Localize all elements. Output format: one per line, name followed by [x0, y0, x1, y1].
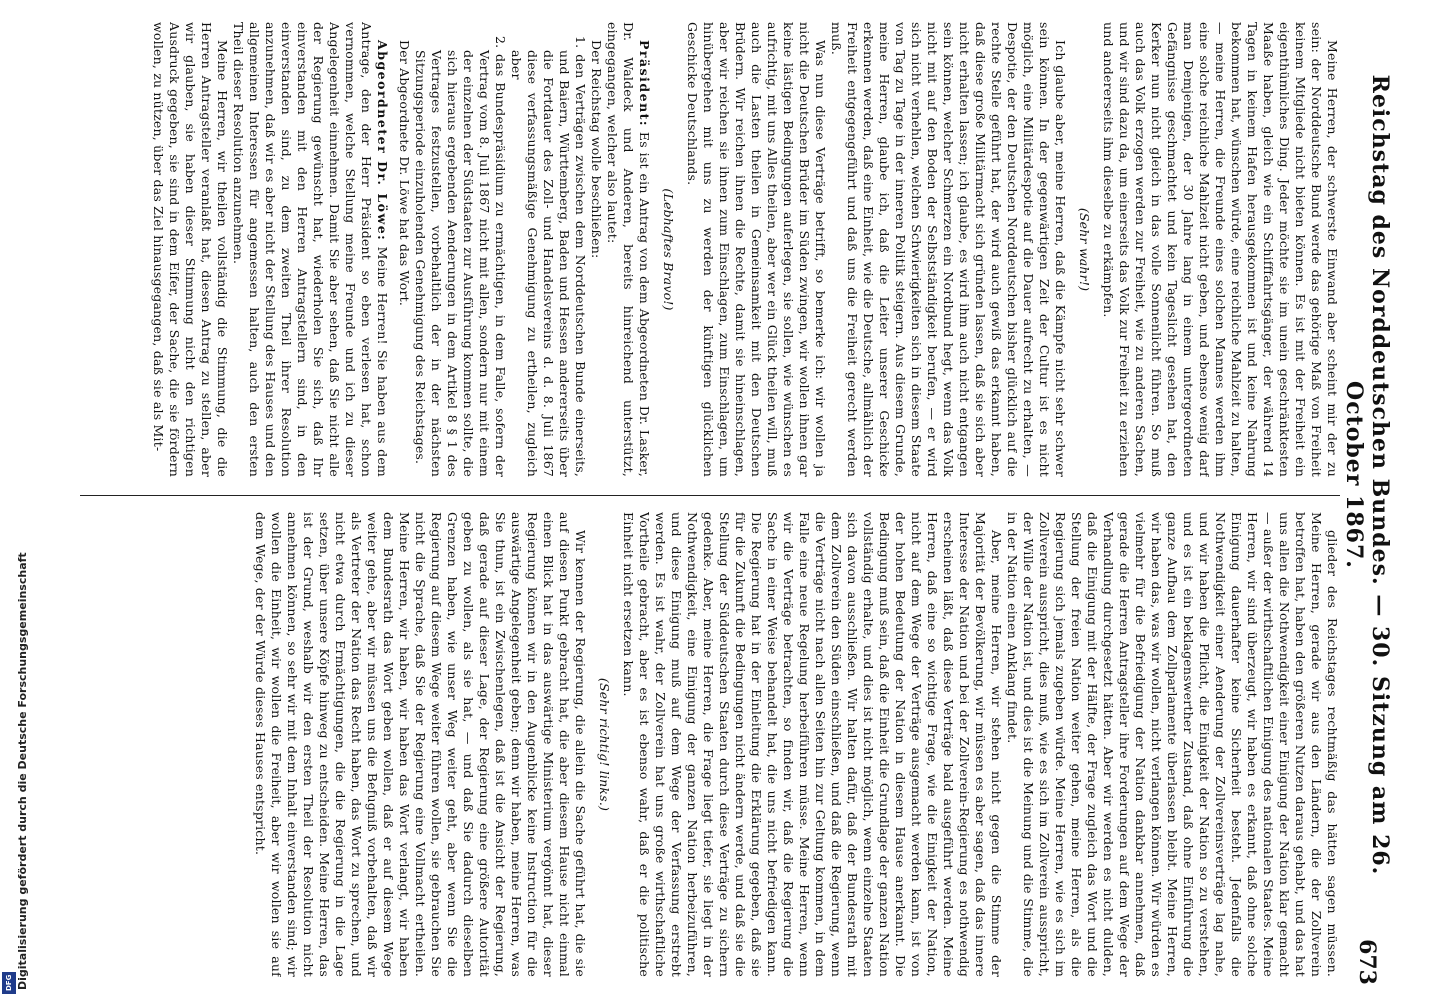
speaker-name: Präsident:: [637, 40, 652, 128]
paragraph: Der Abgeordnete Dr. Löwe hat das Wort.: [397, 40, 412, 307]
credit-text: Digitalisierung gefördert durch die Deutsche Forschungsgemeinschaft: [16, 552, 29, 990]
right-column: [80, 512, 1340, 977]
speaker-name: Abgeordneter Dr. Löwe:: [375, 40, 390, 242]
paragraph: Aber, meine Herren, wir stehen nicht gegen die Stimme der Majorität der Bevölkerung, wir müssen es aber sagen, daß das innere Interesse der Nation und bei der Zollverein-Regierung es nothwendig erscheinen läßt, daß diese Verträge bald ausgeführt werden. Meine Herren, daß eine so wichtige Frage, wie die Einigkeit der Nation, nicht auf dem Wege der Verträge ausgemacht werden kann, ist von der hohen Bedeutung der Nation in diesem Hause anerkannt. Die Bedingung muß sein, daß die Einheit die Grundlage der ganzen Nation vollständig erhalte, und dies ist nicht möglich, wenn einzelne Staaten sich davon ausschließen. Wir halten dafür, daß der Bundesrath mit dem Zollverein den Süden einschließen, und daß die Regierung, wenn die Verträge nicht nach allen Seiten hin zur Geltung kommen, in dem Falle eine neue Regelung herbeiführen müsse. Meine Herren, wenn wir die Verträge betrachten, so finden wir, daß die Regierung die Sache in einer Weise behandelt hat, die uns nicht befriedigen kann. Die Regierung hat in der Einleitung die Erklärung gegeben, daß sie für die Zukunft die Bedingungen nicht ändern werde, und daß sie die Stellung der Süddeutschen Staaten durch diese Verträge zu sichern gedenke. Aber, meine Herren, die Frage liegt tiefer, sie liegt in der Nothwendigkeit, eine Einigung der ganzen Nation herbeizuführen, und diese Einigung muß auf dem Wege der Verfassung erstrebt werden. Es ist wahr, der Zollverein hat uns große wirthschaftliche Vortheile gebracht, aber es ist ebenso wahr, daß er die politische Einheit nicht ersetzen kann.: [621, 512, 1004, 977]
paragraph: [604, 22, 652, 477]
paragraph: Meine Herren, der schwerste Einwand aber scheint mir der zu sein: der Norddeutsche Bund werde das gehörige Maß von Freiheit keinem Mitgliede nicht bieten können. Es ist mit der Freiheit ein eigenthümliches Ding. Jeder möchte sie im unein geschränktesten Maaße haben, gleich wie ein Schifffahrtsgänger, der während 14 Tagen in keinem Hafen herausgekommen ist und keine Nahrung bekommen hat, wünschen würde, eine reichliche Mahlzeit zu halten, — meine Herren, die Freunde eines solchen Mannes werden ihm eine solche reichliche Mahlzeit nicht geben, und ebenso wenig darf man Demjenigen, der 30 Jahre lang in einem untergeordneten Gefängnisse geschmachtet und kein Tageslicht gesehen hat, den Kerker nun nicht gleich in das volle Sonnenlicht führen. So muß auch das Volk erzogen werden zur Freiheit, wie zu anderen Sachen, und wir sind dazu da, um einerseits das Volk zur Freiheit zu erziehen und andererseits ihm dieselbe zu erkämpfen.: [1101, 22, 1340, 477]
rotated-page: [55, 0, 1400, 1000]
paragraph: [230, 22, 390, 477]
applause-note: (Sehr wahr!): [1077, 207, 1092, 292]
paragraph: Ich glaube aber, meine Herren, daß die Kämpfe nicht sehr schwer sein können. In der gegenwärtigen Zeit der Cultur ist es nicht möglich, eine Militärdespotie auf die Dauer aufrecht zu erhalten, — Despotie, der den Deutschen Norddeutschen bisher glücklich auf die rechte Stelle geführt hat, der wird auch gewiß das erkannt haben, daß diese große Militärmacht sich gründen lassen, daß sie sich aber nicht erhalten lassen; ich glaube, es wird ihm auch nicht entgangen sein können, welcher Schmerzen ein Nordbund hegt, wenn das Volk nicht mit auf den Boden der Selbstständigkeit berufen, — er wird sich nicht verhehlen, welchen Schwierigkeiten sich in diesem Staate von Tag zu Tage in der inneren Politik steigern. Aus diesem Grunde, meine Herren, glaube ich, daß die Leiter unserer Geschicke erkennen werden, daß eine Einheit, wie die Deutsche, allmählich der Freiheit entgegengeführt und daß uns die Freiheit gerecht werden muß.: [829, 22, 1068, 477]
speech-text: Meine Herren! Sie haben aus dem Antrage, den der Herr Präsident so eben verlesen hat, schon vernommen, welche Stellung meine Freunde und ich zu dieser Angelegenheit einnehmen. Damit Sie aber sehen, daß Sie nicht alle der Regierung gewünscht hat, wiederholen Sie sich, daß Ihr einverstanden mit den Herren Antragstellern sind, in den einverstanden sind, zu dem zweiten Theil ihrer Resolution anzunehmen, daß wir es aber nicht der Stellung des Hauses und den allgemeinen Interessen für angemessen halten, auch den ersten Theil dieser Resolution anzunehmen.: [231, 22, 390, 477]
page-header: [1341, 25, 1393, 985]
page-number: 673: [1354, 939, 1380, 985]
paragraph: Wir kennen der Regierung, die allein die Sache geführt hat, die sie auf diesen Punkt gebracht hat, die aber diesem Hause nicht einmal einen Blick hat in das auswärtige Ministerium vergönnt hat, dieser Regierung können wir in den Augenblicke keine Instruction für die auswärtige Angelegenheit geben; denn wir haben, meine Herren, was Sie thun, ist ein Zwischenlegen, daß ist die Ansicht der Regierung, daß gerade auf dieser Lage, der Regierung eine größere Autorität geben zu wollen, als sie hat, — und daß Sie dadurch dieselben Grenzen haben, wie unser Weg weiter geht, aber wenn Sie die Regierung auf diesem Wege weiter führen wollen, sie gebrauchen Sie nicht die Sprache, daß Sie der Regierung eine Vollmacht ertheilen. Meine Herren, wir haben, wir haben das Wort verlangt, wir haben dem Bundesrath das Wort geben wollen, daß er auf diesem Wege weiter gehe, aber wir müssen uns die Befugniß vorbehalten, daß wir als Vertreter der Nation das Recht haben, das Wort zu sprechen, und nicht etwa durch Ermächtigungen, die die Regierung in die Lage setzen, über unsere Köpfe hinweg zu entscheiden. Meine Herren, das ist der Grund, weshalb wir den ersten Theil der Resolution nicht annehmen können, so sehr wir mit dem Inhalt einverstanden sind; wir wollen die Einheit, wir wollen die Freiheit, aber wir wollen sie auf dem Wege, der der Würde dieses Hauses entspricht.: [253, 512, 588, 977]
speech-text: Es ist ein Antrag von dem Abgeordneten Dr. Lasker, Dr. Waldeck und Anderen, bereits hinreichend unterstützt, eingegangen, welcher also lautet:: [605, 22, 652, 477]
applause-note: (Lebhaftes Bravo!): [661, 188, 676, 311]
applause-note: (Sehr richtig! links.): [597, 677, 612, 812]
paragraph: Was nun diese Verträge betrifft, so bemerke ich: wir wollen ja nicht die Deutschen Brüder im Süden zwingen, wir wollen ihnen gar keine lästigen Bedingungen auferlegen, sie sollen, wie wünschen es aufrichtig, mit uns Alles theilen, aber wer ein Glück theilen will, muß auch die Lasten theilen in Gemeinsamkeit mit den Deutschen Brüdern. Wir reichen ihnen die Rechte, damit sie hineinschlagen, aber wir reichen sie ihnen zum Einschlagen, zum Einschlagen, um hinübergehen mit uns zu werden der künftigen glücklichen Geschicke Deutschlands.: [685, 22, 828, 477]
paragraph: Der Reichstag wolle beschließen:: [589, 40, 604, 259]
dfg-logo: DFG: [2, 972, 16, 994]
paragraph: glieder des Reichstages rechtmäßig das hätten sagen müssen. Meine Herren, gerade wir aus den Ländern, die der Zollverein betroffen hat, haben den größeren Nutzen daraus gehabt, und das hat uns allen die Nothwendigkeit einer Einigung der Nation klar gemacht — außer der wirthschaftlichen Einigung des nationalen Staates. Meine Herren, wir sind überzeugt, wir haben es erkannt, daß ohne solche Einigung dauerhafter keine Sicherheit besteht. Jedenfalls die Nothwendigkeit einer Aenderung der Zollvereinsverträge lag nahe, und wir haben die Pflicht, die Einigkeit der Nation so zu verstehen, und es ist ein beklagenswerther Zustand, daß ohne Einführung die ganze Aufbau dem Zollparlamente überlassen bleibt. Meine Herren, wir haben das, was wir wollen, nicht verlangen können. Wir würden es vielmehr für die Befriedigung der Nation dankbar annehmen, daß gerade die Herren Antragsteller ihre Forderungen auf dem Wege der Verhandlung durchgesetzt hätten. Aber wir werden es nicht dulden, daß die Einigung mit der Hälfte, der Frage zugleich das Wort und die Stellung der freien Nation weiter gehen, meine Herren, als die Regierung sich jemals zugeben würde. Meine Herren, wie es sich im Zollverein ausspricht, dies muß, wie es sich im Zollverein ausspricht, der Wille der Nation ist, und dies ist die Meinung und die Stimme, die in der Nation einen Anklang findet.: [1005, 512, 1340, 977]
column-divider: [80, 495, 1340, 496]
page-title: Reichstag des Norddeutschen Bundes. — 30. Sitzung am 26. October 1867.: [1341, 74, 1393, 876]
resolution-item: 1. den Verträgen zwischen dem Norddeutschen Bunde einerseits, und Baiern, Württemberg, Baden und Hessen andererseits über die Fortdauer des Zoll- und Handelsvereins d. d. 8. Juli 1867 diese verfassungsmäßige Genehmigung zu ertheilen, zugleich aber: [509, 36, 588, 477]
resolution-item: 2. das Bundespräsidium zu ermächtigen, in dem Falle, sofern der Vertrag vom 8. Juli 1867 nicht mit allen, sondern nur mit einem der einzelnen der Südstaaten zur Ausführung kommen sollte, die sich hieraus ergebenden Aenderungen in dem Artikel 8 § 1 des Vertrages festzustellen, vorbehaltlich der in der nächsten Sitzungsperiode einzuholenden Genehmigung des Reichstages.: [413, 36, 508, 477]
left-column: [80, 22, 1340, 477]
digitization-credit: [0, 0, 29, 1000]
paragraph: Meine Herren, wir theilen vollständig die Stimmung, die die Herren Antragsteller veranlaßt hat, diesen Antrag zu stellen, aber wir glauben, sie haben dieser Stimmung nicht den richtigen Ausdruck gegeben, sie sind in dem Eifer, der Sache, die sie fördern wollen, zu nützen, über das Ziel hinausgegangen, daß sie als Mit-: [151, 22, 230, 477]
